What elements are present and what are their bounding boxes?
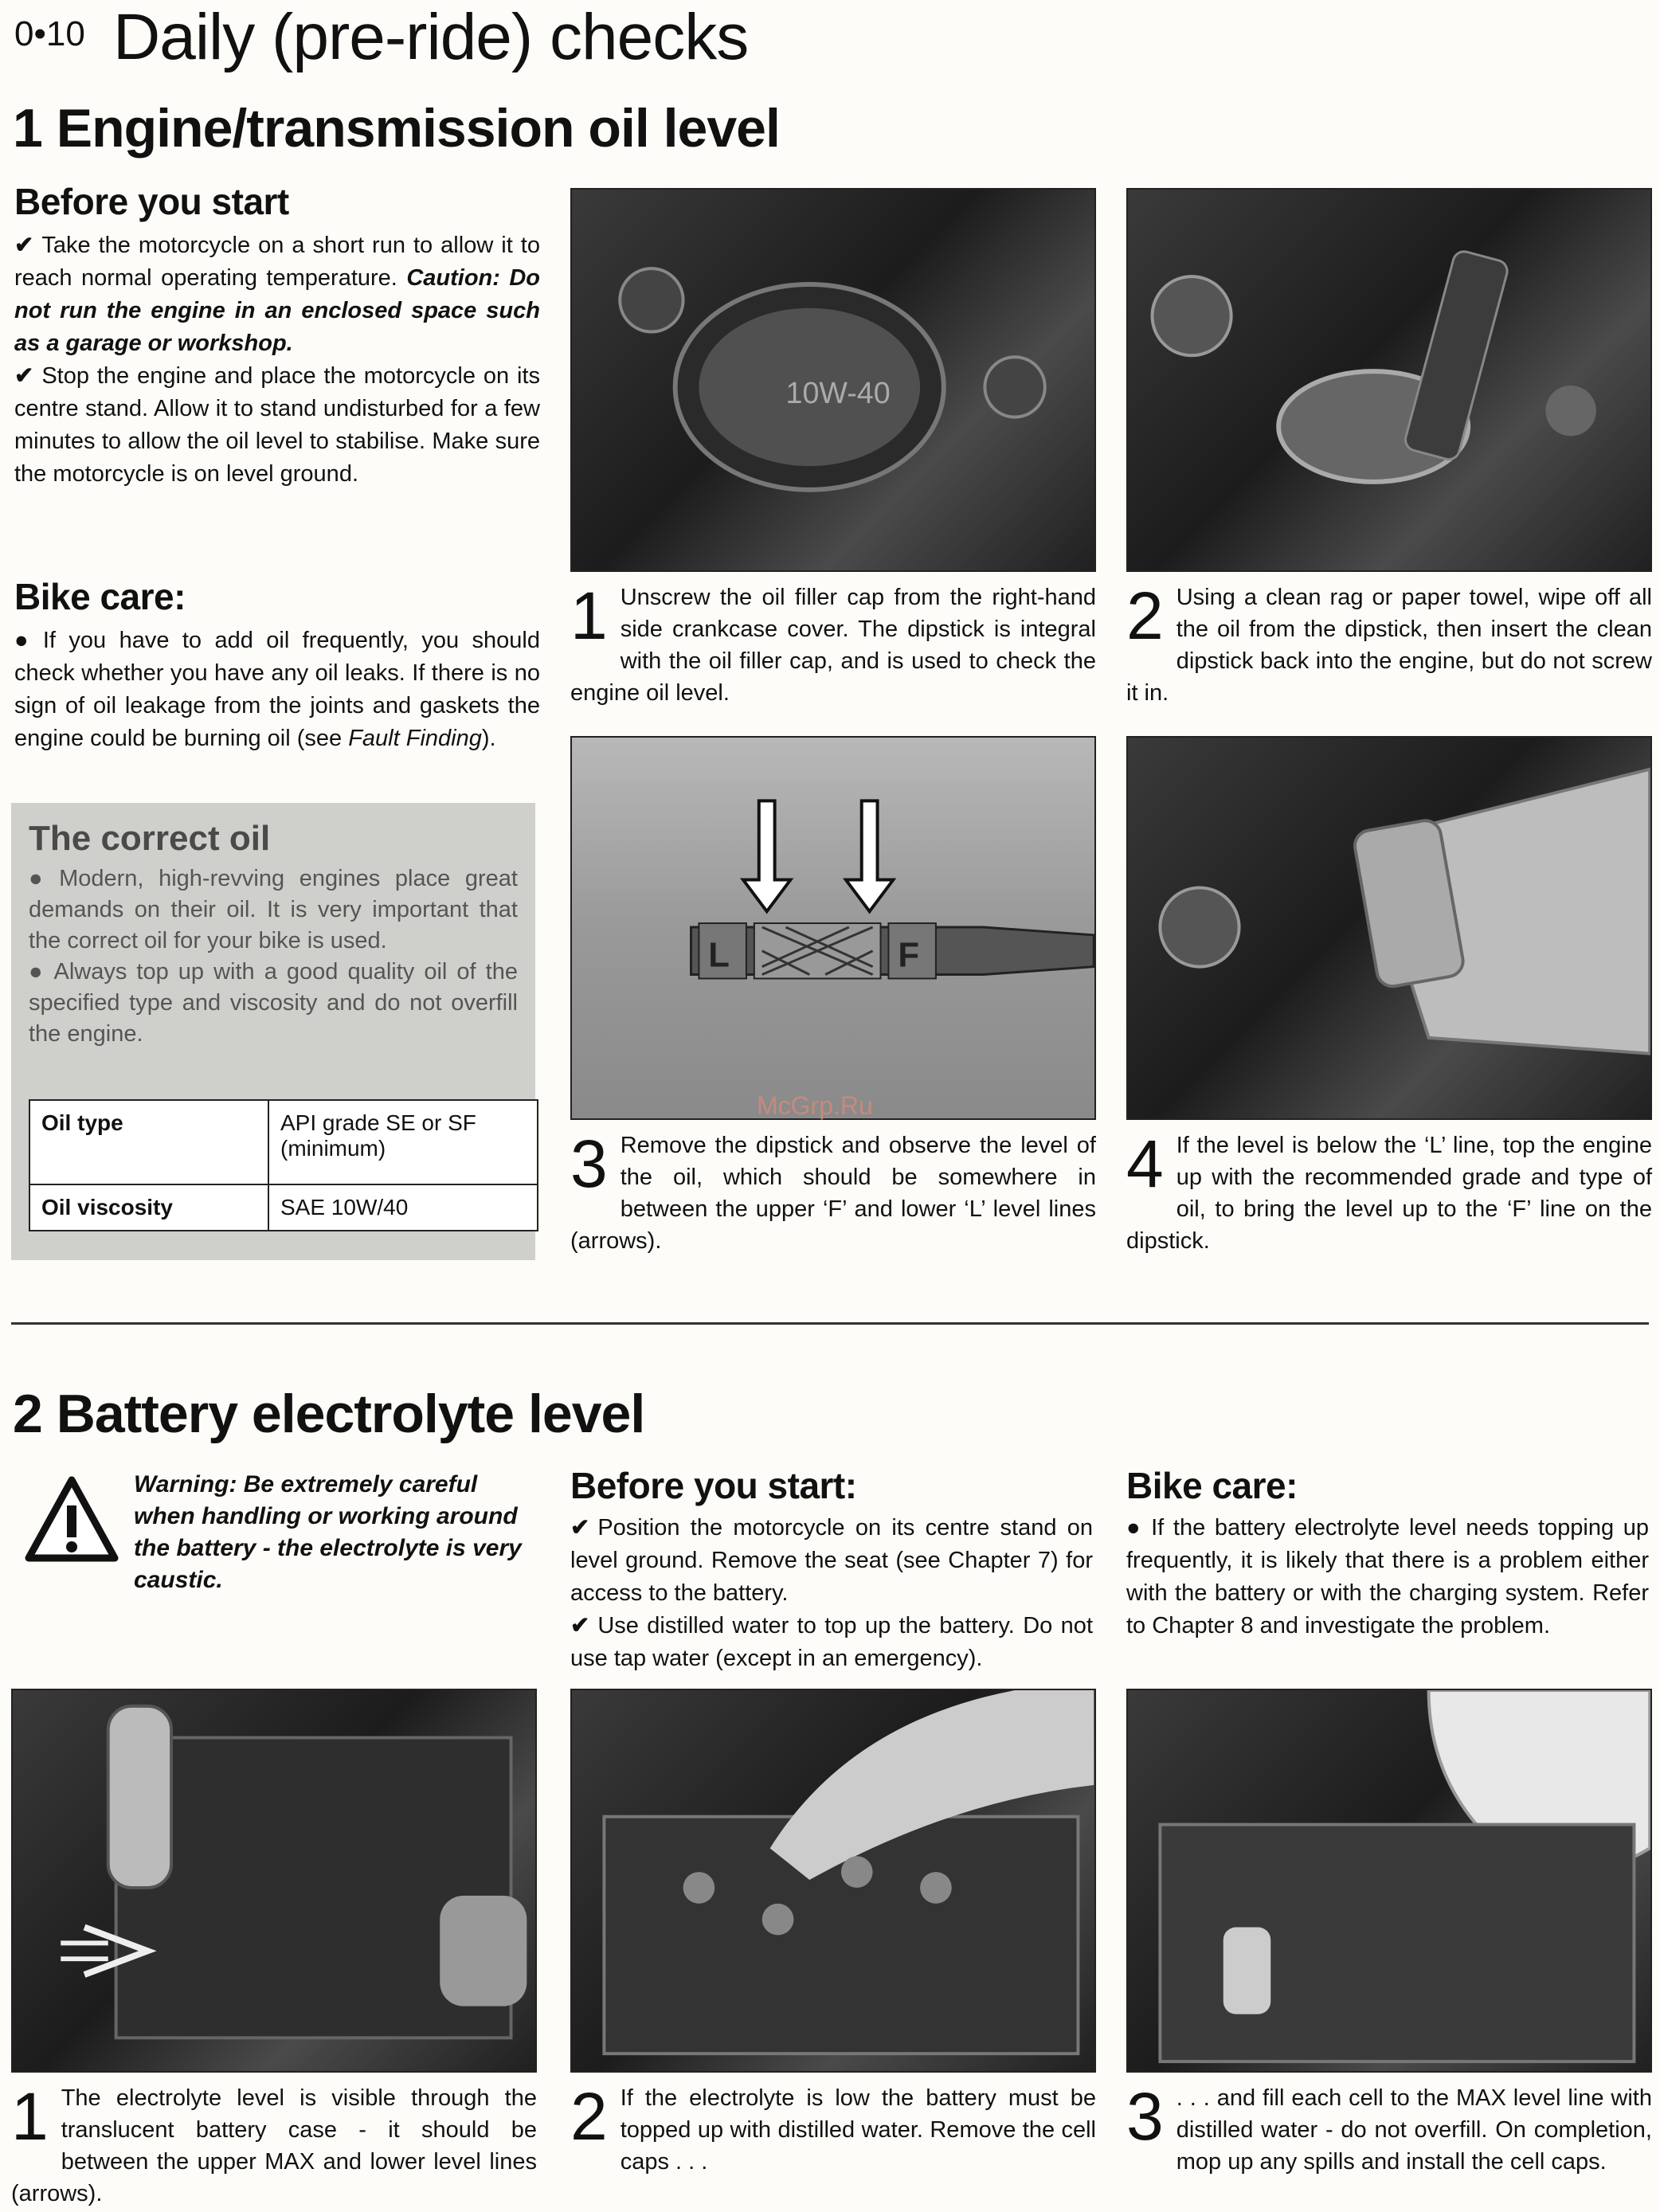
battery-care-text: ● If the battery electrolyte level needs topping up frequently, it is likely that there is a problem either with the battery or with the charging system. Refer to Chapter 8 and investigate the problem. (1126, 1515, 1649, 1638)
dipstick-f-label: F (898, 936, 919, 975)
fill-cells-illustration (1128, 1690, 1650, 2071)
step-number: 1 (570, 578, 608, 653)
cap-label: 10W-40 (785, 375, 891, 409)
tick-icon: ✔ (14, 363, 34, 389)
battery-level-illustration (13, 1690, 535, 2071)
before-you-start-text: ✔ Take the motorcycle on a short run to allow it to reach normal operating temperature. Caution: Do not run the engine in an enclosed space such as a garage or workshop. ✔ Stop the engine and place the motorcycle on its centre stand. Allow it to stand undisturbed for a few minutes to allow the oil level to stabilise. Make sure the motorcycle is on level ground. (14, 233, 540, 487)
battery-before-text: ✔ Position the motorcycle on its centre stand on level ground. Remove the seat (see Chapter 7) for access to the battery. ✔ Use distilled water to top up the battery. Do not use tap water (except in an emergency). (570, 1515, 1093, 1671)
oil-type-value: API grade SE or SF (minimum) (268, 1100, 538, 1184)
oil-viscosity-label: Oil viscosity (29, 1184, 268, 1231)
photo-oil-filler-cap (570, 188, 1096, 572)
bullet-icon: ● (14, 628, 35, 653)
oil-spec-table (29, 1099, 538, 1231)
photo-dipstick-marks (570, 736, 1096, 1120)
oil-top-up-illustration (1128, 738, 1650, 1118)
battery-care-heading: Bike care: (1126, 1465, 1298, 1506)
dipstick-wipe-illustration (1128, 190, 1650, 570)
section1-title: 1 Engine/transmission oil level (13, 98, 780, 159)
page-number: 0•10 (14, 14, 85, 53)
caution-text: Caution: Do not run the engine in an enclosed space such as a garage or workshop. (14, 265, 540, 356)
cell-caps-illustration (572, 1690, 1094, 2071)
caption-battery-step-3: 3 . . . and fill each cell to the MAX level line with distilled water - do not overfill. On completion, mop up any spills and install the cell caps. (1126, 2079, 1652, 2175)
page-title: Daily (pre-ride) checks (113, 1, 749, 73)
step-number: 2 (1126, 578, 1164, 653)
step-number: 4 (1126, 1126, 1164, 1201)
section2-title: 2 Battery electrolyte level (13, 1384, 645, 1444)
bullet-icon: ● (1126, 1515, 1144, 1541)
bullet-icon: ● (29, 866, 52, 891)
warning-triangle-icon (24, 1475, 119, 1563)
tick-icon: ✔ (570, 1515, 590, 1541)
photo-oil-top-up (1126, 736, 1652, 1120)
table-row (29, 1184, 538, 1231)
watermark: McGrp.Ru (757, 1091, 873, 1120)
table-row (29, 1100, 538, 1184)
oil-filler-cap-illustration (572, 190, 1094, 570)
caption-step-4: 4 If the level is below the ‘L’ line, top the engine up with the recommended grade and type of oil, to bring the level up to the ‘F’ line on the dipstick. (1126, 1126, 1652, 1254)
battery-before-heading: Before you start: (570, 1465, 857, 1506)
caption-battery-step-2: 2 If the electrolyte is low the battery must be topped up with distilled water. Remove the cell caps . . . (570, 2079, 1096, 2175)
bike-care-text: ● If you have to add oil frequently, you should check whether you have any oil leaks. If there is no sign of oil leakage from the joints and gaskets the engine could be burning oil (see Fault Finding). (14, 628, 540, 751)
bullet-icon: ● (29, 959, 46, 985)
caption-battery-step-1: 1 The electrolyte level is visible through the translucent battery case - it should be between the upper MAX and lower level lines (arrows). (11, 2079, 537, 2206)
oil-type-label: Oil type (29, 1100, 268, 1184)
dipstick-marks-illustration (572, 738, 1094, 1118)
correct-oil-heading: The correct oil (29, 819, 271, 858)
arrow-icon (743, 801, 791, 911)
photo-dipstick-wipe (1126, 188, 1652, 572)
dipstick-l-label: L (708, 936, 730, 975)
oil-viscosity-value: SAE 10W/40 (268, 1184, 538, 1231)
correct-oil-box: The correct oil ● Modern, high-revving engines place great demands on their oil. It is very important that the correct oil for your bike is used. ● Always top up with a good quality oil of the specified type and viscosity and do not overfill the engine. Oil type API grade SE or SF (minimum) Oil viscosity SAE 10W/40 (11, 803, 535, 1260)
caption-step-2: 2 Using a clean rag or paper towel, wipe off all the oil from the dipstick, then insert the clean dipstick back into the engine, but do not screw it in. (1126, 578, 1652, 706)
step-number: 3 (1126, 2079, 1164, 2154)
step-number: 3 (570, 1126, 608, 1201)
battery-warning: Warning: Be extremely careful when handling or working around the battery - the electrolyte is very caustic. (134, 1471, 522, 1593)
photo-cell-caps (570, 1689, 1096, 2073)
tick-icon: ✔ (14, 233, 34, 258)
tick-icon: ✔ (570, 1613, 590, 1638)
photo-battery-level (11, 1689, 537, 2073)
before-you-start-heading: Before you start (14, 181, 289, 222)
bike-care-heading: Bike care: (14, 576, 186, 617)
step-number: 2 (570, 2079, 608, 2154)
step-number: 1 (11, 2079, 49, 2154)
caption-step-3: 3 Remove the dipstick and observe the level of the oil, which should be somewhere in between the upper ‘F’ and lower ‘L’ level lines (arrows). (570, 1126, 1096, 1254)
photo-fill-cells (1126, 1689, 1652, 2073)
section-divider (11, 1322, 1649, 1325)
arrow-icon (846, 801, 894, 911)
fault-finding-ref: Fault Finding (348, 726, 482, 751)
caption-step-1: 1 Unscrew the oil filler cap from the right-hand side crankcase cover. The dipstick is integral with the oil filler cap, and is used to check the engine oil level. (570, 578, 1096, 706)
